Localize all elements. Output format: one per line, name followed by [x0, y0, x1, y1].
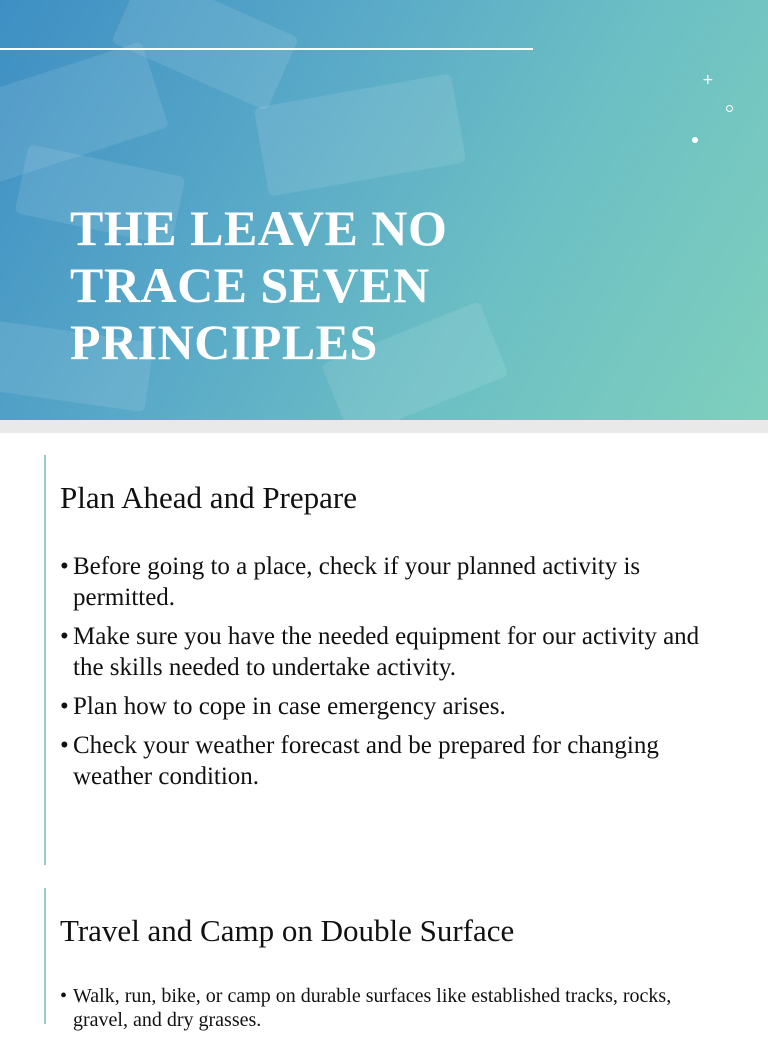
list-item-text: Before going to a place, check if your planned activity is permitted.: [73, 553, 641, 611]
list-item-text: Check your weather forecast and be prepared for changing weather condition.: [73, 732, 659, 790]
bullet-icon: •: [60, 553, 69, 580]
slide-separator: [0, 420, 768, 433]
list-item: [60, 984, 720, 1032]
list-item: [60, 691, 720, 722]
section-title: Plan Ahead and Prepare: [60, 480, 357, 515]
list-item: [60, 621, 720, 683]
ring-icon: [726, 105, 733, 112]
slide-travel-camp: [0, 873, 768, 1031]
bullet-list: [60, 551, 720, 800]
list-item-text: Plan how to cope in case emergency arises.: [73, 693, 506, 720]
accent-bar: [44, 455, 46, 865]
slide-title: THE LEAVE NO TRACE SEVEN PRINCIPLES: [70, 200, 448, 370]
bullet-list: [60, 984, 720, 1040]
slide-plan-ahead: [0, 433, 768, 873]
section-title: Travel and Camp on Double Surface: [60, 913, 515, 948]
list-item-text: Make sure you have the needed equipment for our activity and the skills needed to undertake activity.: [73, 623, 700, 681]
list-item-text: Walk, run, bike, or camp on durable surfaces like established tracks, rocks, gravel, and dry grasses.: [73, 985, 672, 1031]
dot-icon: [692, 137, 698, 143]
bullet-icon: •: [60, 623, 69, 650]
hero-shape: [254, 73, 467, 196]
title-slide: [0, 0, 768, 420]
hero-divider-line: [0, 48, 533, 50]
bullet-icon: •: [60, 693, 69, 720]
plus-icon: +: [702, 72, 714, 88]
bullet-icon: •: [60, 732, 69, 759]
list-item: [60, 730, 720, 792]
list-item: [60, 551, 720, 613]
accent-bar: [44, 888, 46, 1024]
bullet-icon: •: [60, 985, 68, 1007]
